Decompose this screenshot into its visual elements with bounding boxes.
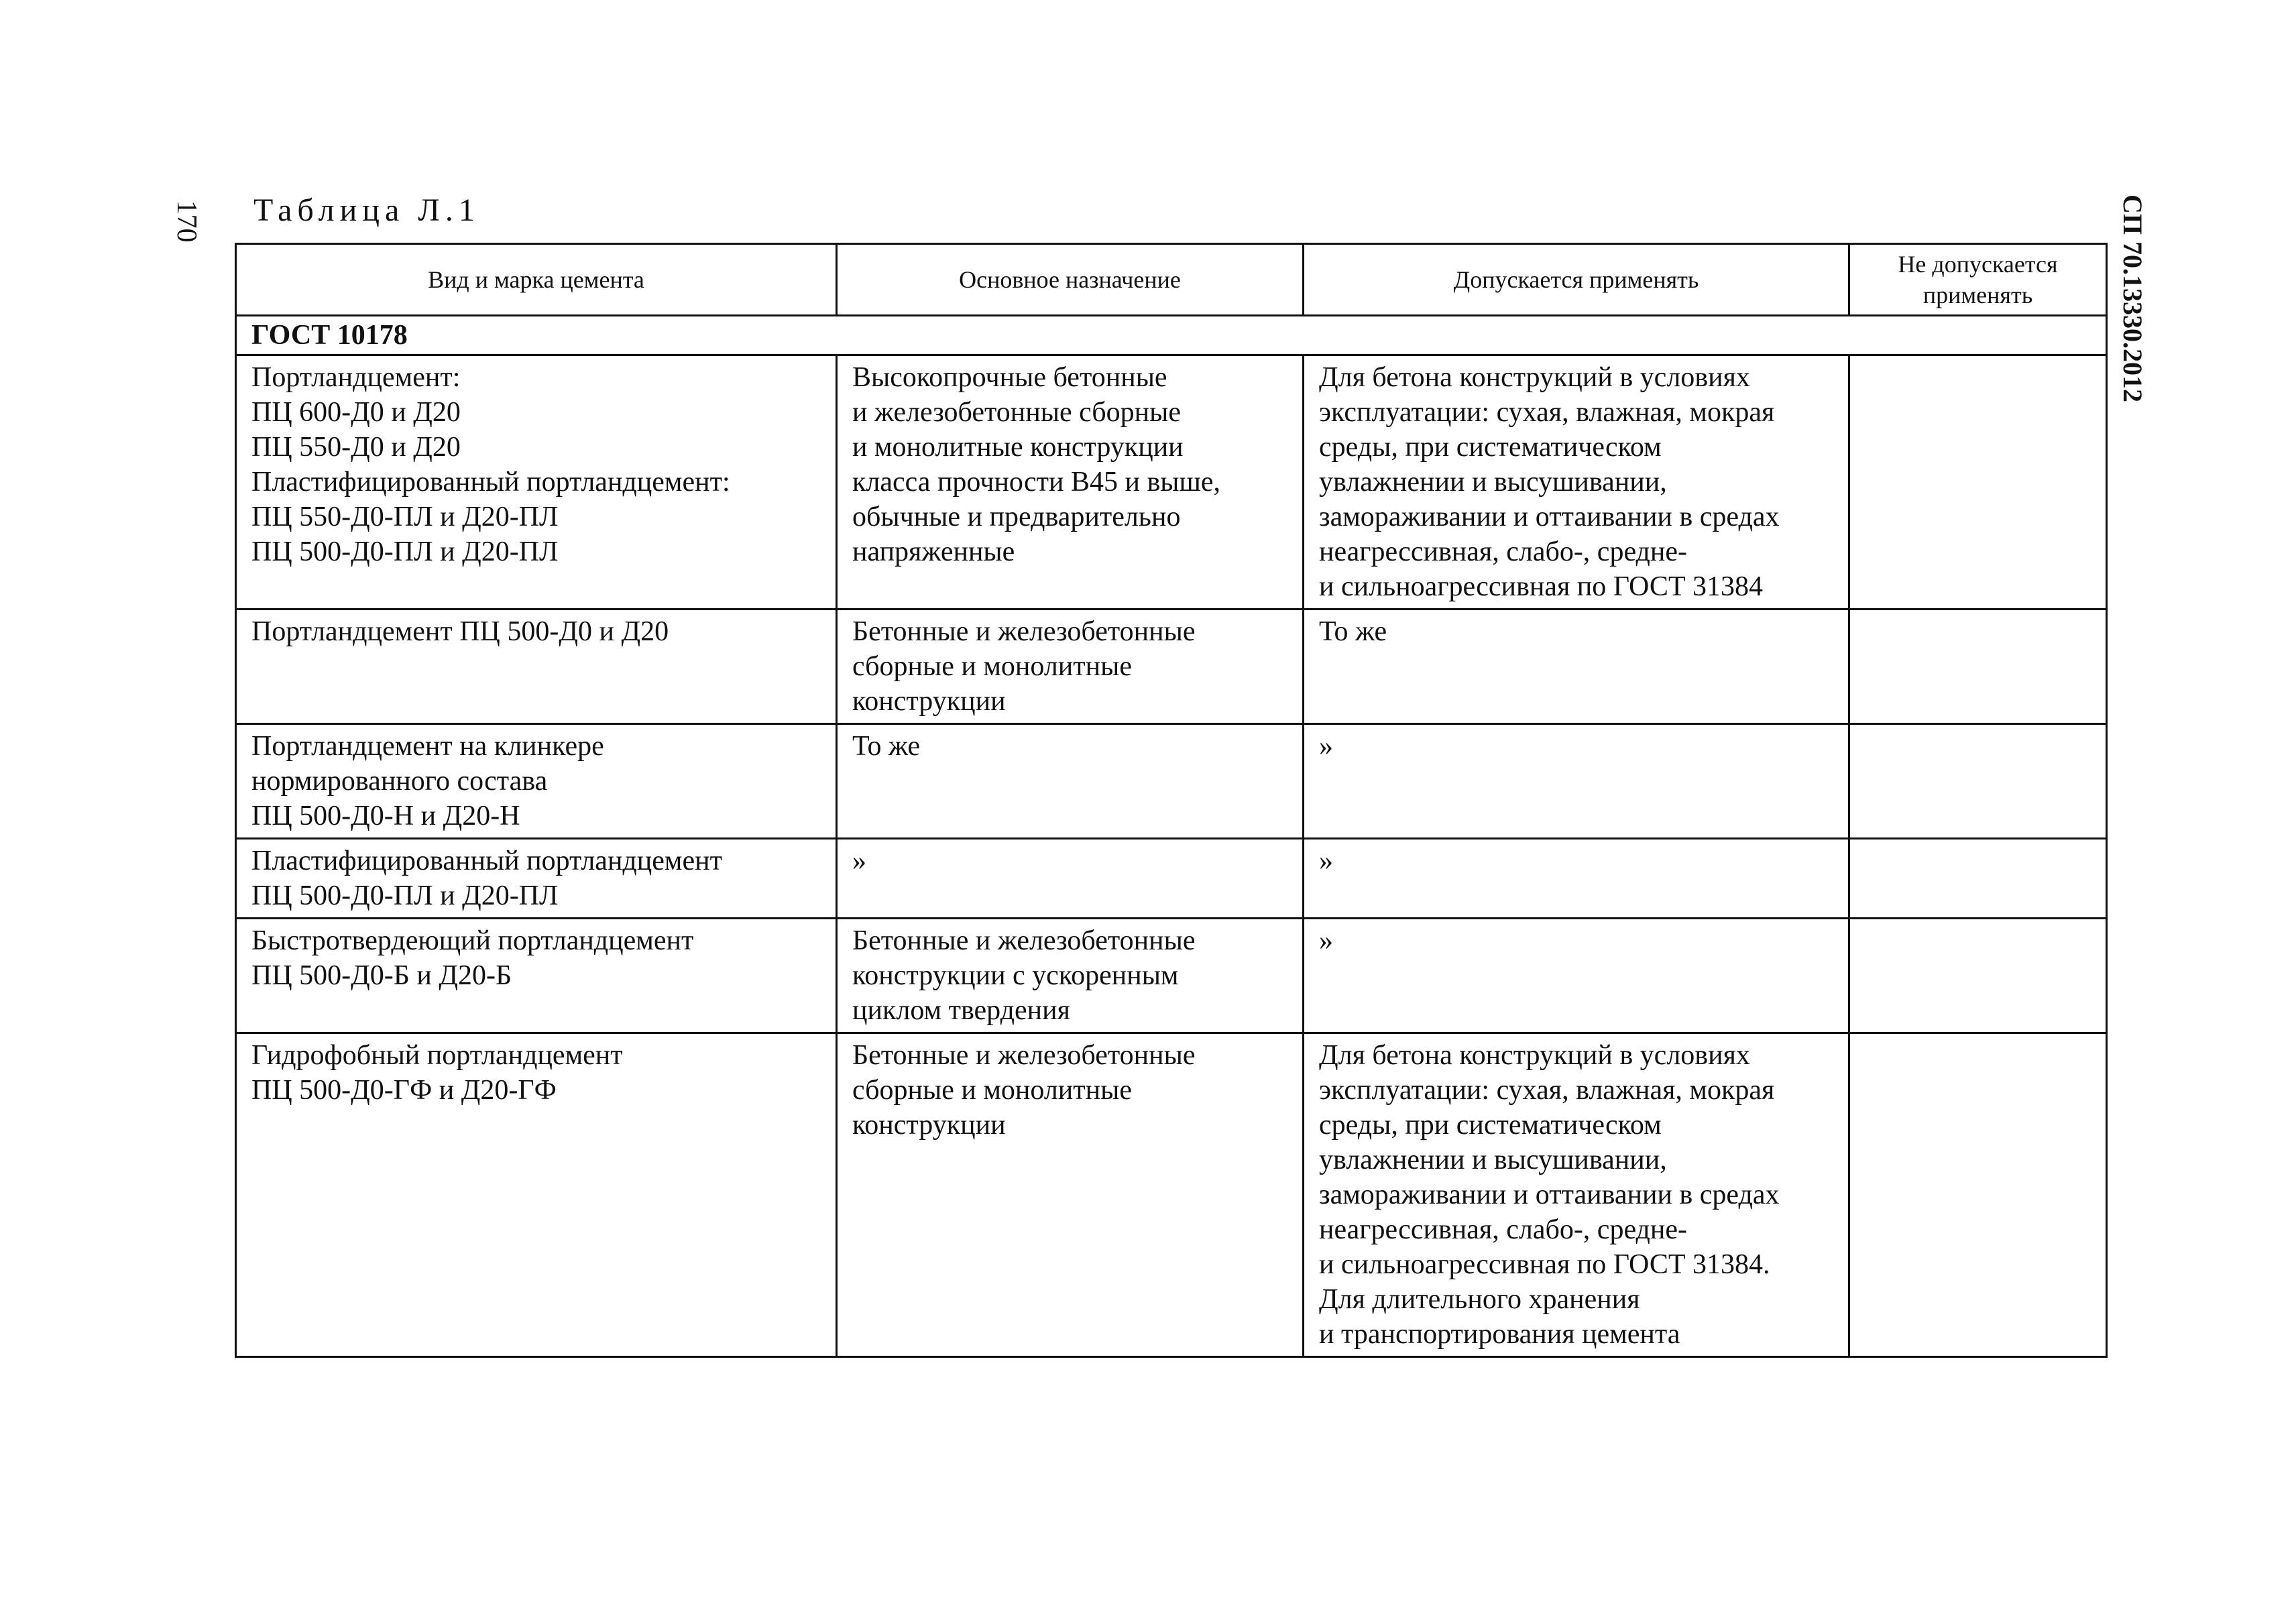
cell-purpose-line: Бетонные и железобетонные [852,616,1196,647]
cement-types-table [235,243,2108,1358]
cell-purpose [837,724,1304,839]
cell-purpose-line: конструкции с ускоренным [852,960,1179,991]
cell-purpose [837,919,1304,1033]
cell-cement-type-line: ПЦ 600-Д0 и Д20 [251,397,461,428]
cell-allowed-line: замораживании и оттаивании в средах [1319,502,1780,532]
header-allowed [1304,244,1849,316]
cell-cement-type [236,355,837,610]
cell-allowed-line: неагрессивная, слабо-, средне- [1319,1214,1688,1245]
cell-cement-type-line: Пластифицированный портландцемент [251,846,722,876]
cell-allowed-line: Для длительного хранения [1319,1284,1640,1315]
cell-cement-type-line: Портландцемент: [251,362,461,393]
cell-purpose [837,355,1304,610]
cell-purpose-line: Бетонные и железобетонные [852,1040,1196,1071]
cell-cement-type [236,610,837,724]
cell-purpose-line: циклом твердения [852,995,1070,1026]
table-row [236,1033,2107,1357]
header-not-allowed [1849,244,2107,316]
cell-purpose-line: конструкции [852,1110,1006,1141]
header-allowed-label: Допускается применять [1453,266,1699,293]
cell-not-allowed [1849,1033,2107,1357]
cell-purpose-line: конструкции [852,686,1006,717]
cell-allowed-line: » [1319,925,1333,956]
cell-purpose-line: обычные и предварительно [852,502,1181,532]
cell-allowed-line: эксплуатации: сухая, влажная, мокрая [1319,397,1775,428]
cell-cement-type-line: ПЦ 500-Д0-ПЛ и Д20-ПЛ [251,880,559,911]
cell-purpose-line: напряженные [852,536,1015,567]
table-row [236,724,2107,839]
cell-allowed [1304,839,1849,919]
cell-purpose-line: То же [852,731,921,762]
cell-cement-type-line: ПЦ 500-Д0-Н и Д20-Н [251,801,520,831]
header-purpose [837,244,1304,316]
header-row [236,244,2107,316]
section-row [236,316,2107,355]
document-code-text: СП 70.13330.2012 [2118,194,2148,402]
cell-purpose-line: Бетонные и железобетонные [852,925,1196,956]
cell-allowed-line: увлажнении и высушивании, [1319,467,1667,498]
header-not-allowed-label-line: применять [1922,282,2033,308]
header-cement-type-label: Вид и марка цемента [428,266,644,293]
cell-allowed-line: увлажнении и высушивании, [1319,1145,1667,1175]
cell-allowed-line: и сильноагрессивная по ГОСТ 31384. [1319,1249,1770,1280]
table-caption: Таблица Л.1 [253,192,480,228]
cell-cement-type-line: Быстротвердеющий портландцемент [251,925,694,956]
cell-allowed-line: Для бетона конструкций в условиях [1319,1040,1750,1071]
cell-cement-type-line: Портландцемент на клинкере [251,731,604,762]
table-row [236,839,2107,919]
cell-allowed-line: и транспортирования цемента [1319,1319,1680,1350]
cell-allowed-line: среды, при систематическом [1319,432,1662,463]
table-row [236,610,2107,724]
cell-allowed-line: замораживании и оттаивании в средах [1319,1179,1780,1210]
cell-purpose-line: сборные и монолитные [852,651,1132,682]
cell-cement-type [236,839,837,919]
header-purpose-label: Основное назначение [959,266,1181,293]
cell-allowed [1304,919,1849,1033]
cell-cement-type-line: ПЦ 550-Д0 и Д20 [251,432,461,463]
header-not-allowed-label-line: Не допускается [1898,251,2058,278]
cell-allowed [1304,610,1849,724]
cell-cement-type [236,724,837,839]
cell-allowed [1304,1033,1849,1357]
cell-allowed [1304,724,1849,839]
cell-cement-type-line: ПЦ 500-Д0-Б и Д20-Б [251,960,512,991]
cell-purpose-line: сборные и монолитные [852,1075,1132,1106]
cell-cement-type-line: Портландцемент ПЦ 500-Д0 и Д20 [251,616,669,647]
table-row [236,355,2107,610]
cell-allowed-line: » [1319,846,1333,876]
cell-purpose-line: и монолитные конструкции [852,432,1184,463]
cell-not-allowed [1849,355,2107,610]
cell-not-allowed [1849,839,2107,919]
page-number: 170 [171,200,202,243]
cell-not-allowed [1849,724,2107,839]
cell-cement-type [236,919,837,1033]
cell-cement-type [236,1033,837,1357]
cell-purpose-line: Высокопрочные бетонные [852,362,1167,393]
cell-cement-type-line: Гидрофобный портландцемент [251,1040,623,1071]
cell-purpose [837,610,1304,724]
table-body [236,316,2107,1357]
section-title: ГОСТ 10178 [236,316,2107,355]
cell-cement-type-line: ПЦ 500-Д0-ПЛ и Д20-ПЛ [251,536,559,567]
cell-cement-type-line: нормированного состава [251,766,548,797]
cell-purpose [837,839,1304,919]
header-cement-type [236,244,837,316]
cell-cement-type-line: ПЦ 550-Д0-ПЛ и Д20-ПЛ [251,502,559,532]
cell-cement-type-line: Пластифицированный портландцемент: [251,467,730,498]
cell-allowed-line: То же [1319,616,1387,647]
cell-allowed-line: среды, при систематическом [1319,1110,1662,1141]
table-row [236,919,2107,1033]
cell-purpose-line: и железобетонные сборные [852,397,1181,428]
cell-purpose-line: класса прочности В45 и выше, [852,467,1220,498]
cell-cement-type-line: ПЦ 500-Д0-ГФ и Д20-ГФ [251,1075,557,1106]
cell-purpose-line: » [852,846,866,876]
cell-allowed [1304,355,1849,610]
cell-not-allowed [1849,919,2107,1033]
cell-purpose [837,1033,1304,1357]
cell-allowed-line: неагрессивная, слабо-, средне- [1319,536,1688,567]
cell-allowed-line: эксплуатации: сухая, влажная, мокрая [1319,1075,1775,1106]
table-header [236,244,2107,316]
cell-allowed-line: » [1319,731,1333,762]
cell-allowed-line: Для бетона конструкций в условиях [1319,362,1750,393]
cell-allowed-line: и сильноагрессивная по ГОСТ 31384 [1319,571,1763,602]
cell-not-allowed [1849,610,2107,724]
